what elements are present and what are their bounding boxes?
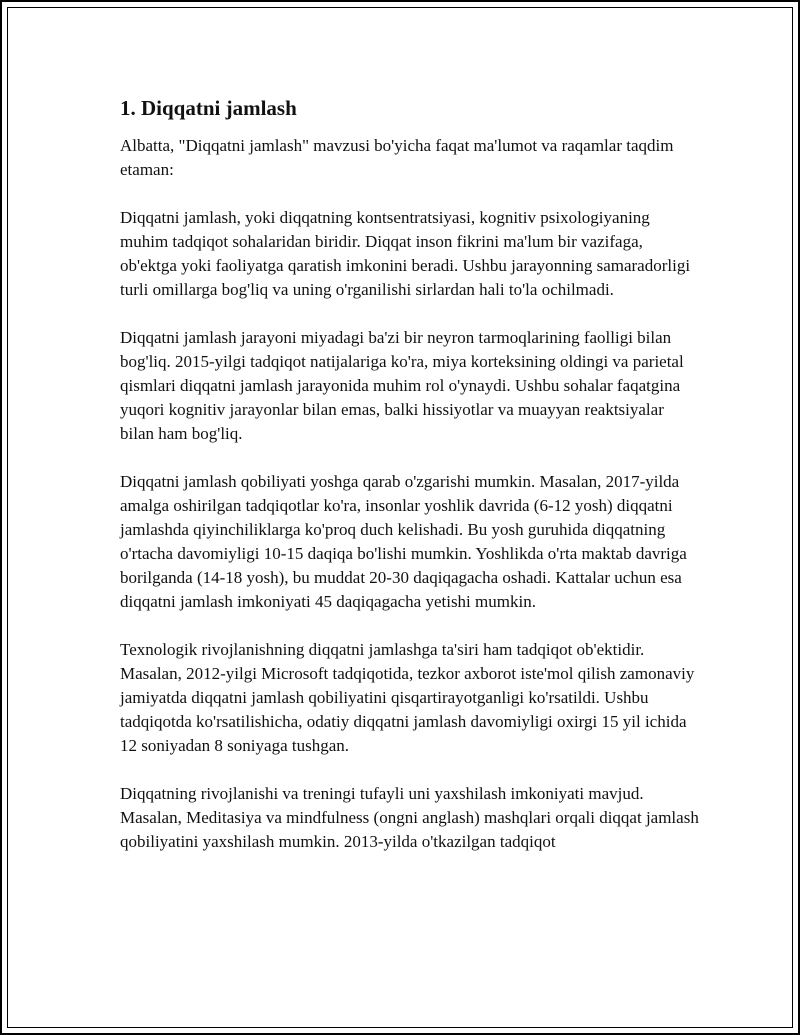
paragraph-definition: Diqqatni jamlash, yoki diqqatning kontsentratsiyasi, kognitiv psixologiyaning muhim tadqiqot sohalaridan biridir. Diqqat inson fikrini ma'lum bir vazifaga, ob'ektga yoki faoliyatga qaratish imkonini beradi. Ushbu jarayonning samaradorligi turli omillarga bog'liq va uning o'rganilishi sirlardan hali to'la ochilmadi. (120, 208, 691, 299)
section-heading: 1. Diqqatni jamlash (120, 96, 297, 120)
paragraph-training: Diqqatning rivojlanishi va treningi tufayli uni yaxshilash imkoniyati mavjud. Masalan, Meditasiya va mindfulness (ongni anglash) mashqlari orqali diqqat jamlash qobiliyatini yaxshilash mumkin. 2013-yilda o'tkazilgan tadqiqot (120, 784, 699, 851)
paragraph-technology: Texnologik rivojlanishning diqqatni jamlashga ta'siri ham tadqiqot ob'ektidir. Masalan, 2012-yilgi Microsoft tadqiqotida, tezkor axborot iste'mol qilish zamonaviy jamiyatda diqqatni jamlash qobiliyatini qisqartirayotganligi ko'rsatildi. Ushbu tadqiqotda ko'rsatilishicha, odatiy diqqatni jamlash davomiyligi oxirgi 15 yil ichida 12 soniyadan 8 soniyaga tushgan. (120, 640, 695, 755)
paragraph-age: Diqqatni jamlash qobiliyati yoshga qarab o'zgarishi mumkin. Masalan, 2017-yilda amalga oshirilgan tadqiqotlar ko'ra, insonlar yoshlik davrida (6-12 yosh) diqqatni jamlashda qiyinchiliklarga ko'proq duch kelishadi. Bu yosh guruhida diqqatning o'rtacha davomiyligi 10-15 daqiqa bo'lishi mumkin. Yoshlikda o'rta maktab davriga borilganda (14-18 yosh), bu muddat 20-30 daqiqagacha oshadi. Kattalar uchun esa diqqatni jamlash imkoniyati 45 daqiqagacha yetishi mumkin. (120, 472, 687, 611)
paragraph-neural-networks: Diqqatni jamlash jarayoni miyadagi ba'zi bir neyron tarmoqlarining faolligi bilan bog'liq. 2015-yilgi tadqiqot natijalariga ko'ra, miya korteksining oldingi va parietal qismlari diqqatni jamlash jarayonida muhim rol o'ynaydi. Ushbu sohalar faqatgina yuqori kognitiv jarayonlar bilan emas, balki hissiyotlar va muayyan reaktsiyalar bilan ham bog'liq. (120, 328, 684, 443)
paragraph-intro: Albatta, "Diqqatni jamlash" mavzusi bo'yicha faqat ma'lumot va raqamlar taqdim etaman: (120, 136, 674, 179)
document-content (120, 94, 700, 878)
